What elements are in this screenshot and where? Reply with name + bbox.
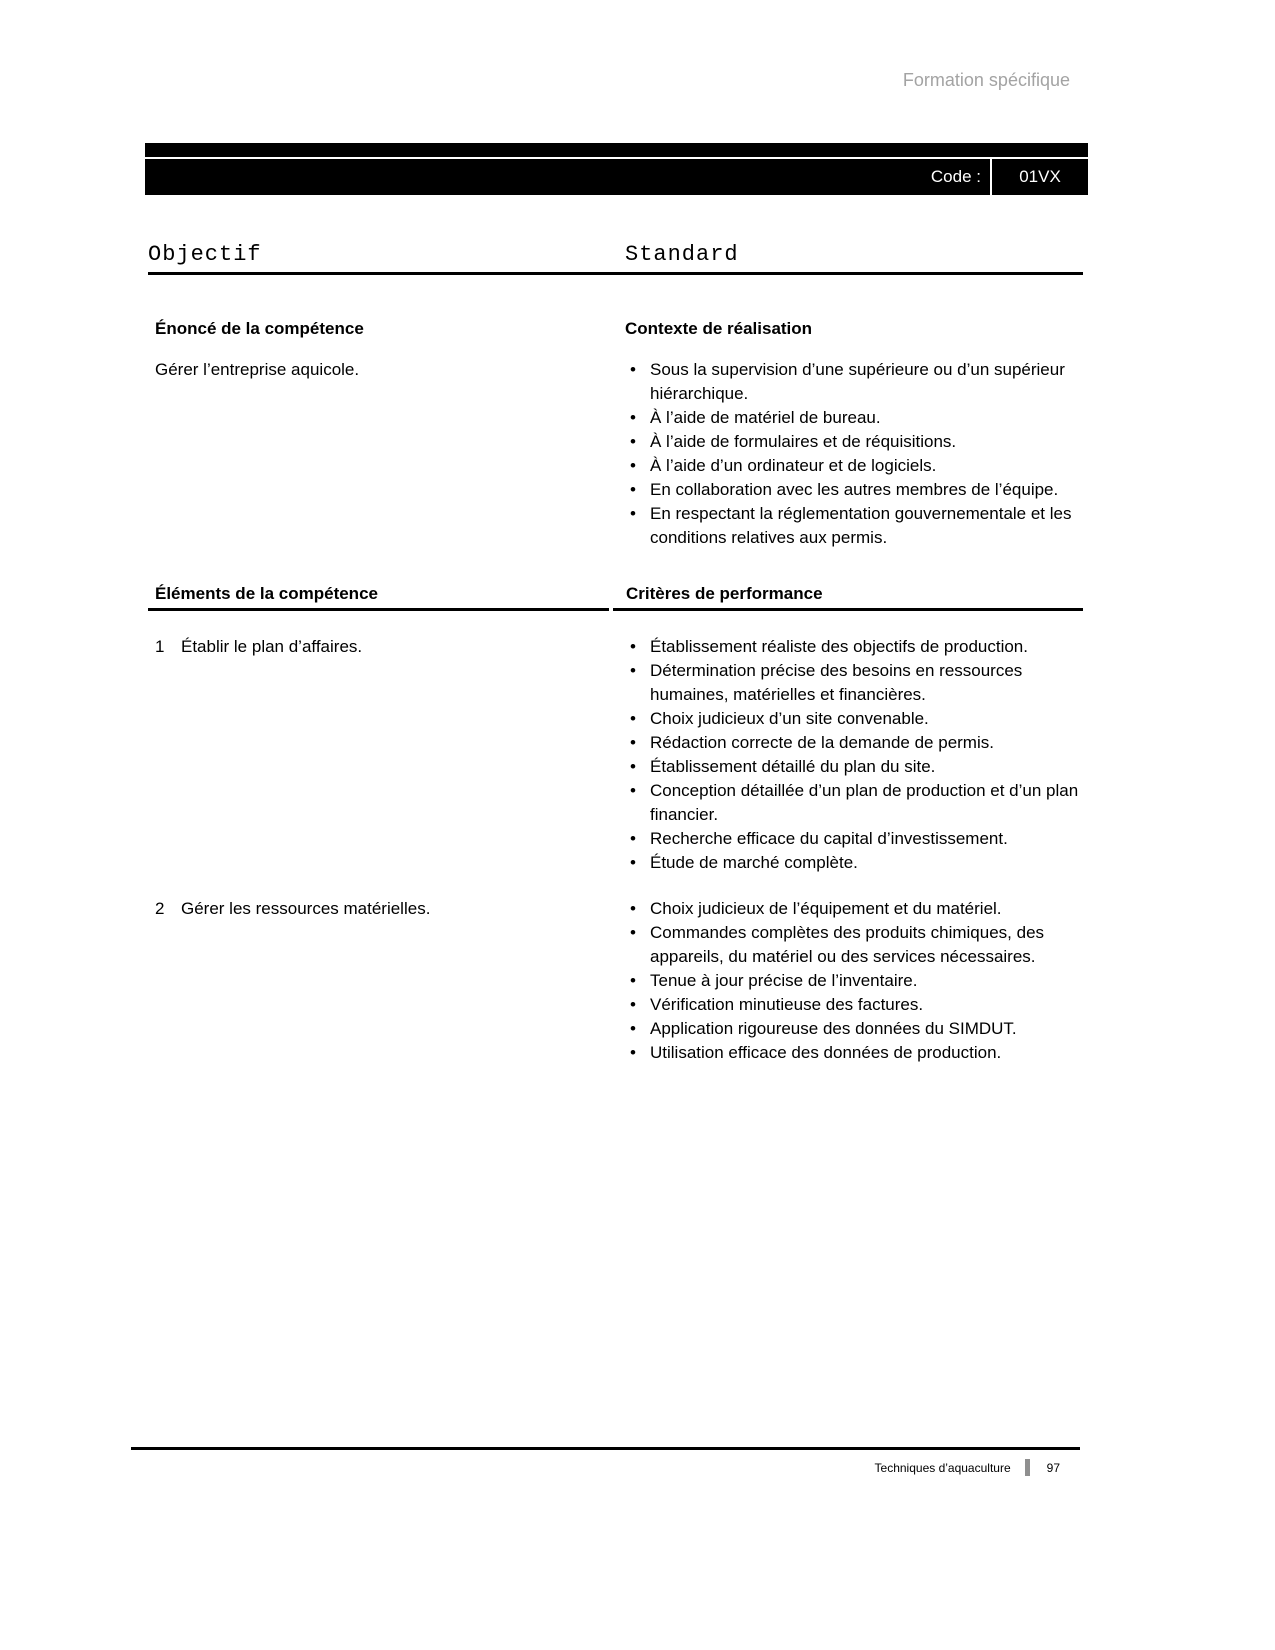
bullet-item: • Établissement réaliste des objectifs de production. <box>625 635 1083 659</box>
code-bar-row <box>145 159 1088 195</box>
element-item-2 <box>148 897 1083 1065</box>
standard-header: Standard <box>625 242 739 267</box>
bullet-item: • Choix judicieux d’un site convenable. <box>625 707 1083 731</box>
competence-body-row <box>148 358 1083 550</box>
bullet-item: • Commandes complètes des produits chimiques, des appareils, du matériel ou des services nécessaires. <box>625 921 1083 969</box>
bullet-item: • Choix judicieux de l’équipement et du matériel. <box>625 897 1083 921</box>
footer-divider-bar <box>1025 1459 1030 1476</box>
footer-program-label: Techniques d’aquaculture <box>874 1460 1011 1475</box>
bullet-item: • Sous la supervision d’une supérieure ou d’un supérieur hiérarchique. <box>625 358 1083 406</box>
page-footer <box>148 1459 1060 1476</box>
bullet-item: • Conception détaillée d’un plan de production et d’un plan financier. <box>625 779 1083 827</box>
item-number: 1 <box>155 637 165 656</box>
criteria-bullet-list <box>625 635 1083 875</box>
bullet-item: • Recherche efficace du capital d’investissement. <box>625 827 1083 851</box>
bullet-item: • À l’aide d’un ordinateur et de logiciels. <box>625 454 1083 478</box>
page-number: 97 <box>1046 1460 1060 1475</box>
bullet-item: • Détermination précise des besoins en ressources humaines, matérielles et financières. <box>625 659 1083 707</box>
footer-rule <box>131 1447 1080 1450</box>
bullet-item: • Vérification minutieuse des factures. <box>625 993 1083 1017</box>
objective-header: Objectif <box>148 242 262 267</box>
elements-header-row <box>148 582 1083 611</box>
item-label: Établir le plan d’affaires. <box>181 637 363 656</box>
bullet-item: • Tenue à jour précise de l’inventaire. <box>625 969 1083 993</box>
criteria-bullet-list <box>625 897 1083 1065</box>
item-number: 2 <box>155 899 165 918</box>
context-bullet-list <box>625 358 1083 550</box>
element-item-1 <box>148 635 1083 875</box>
bullet-item: • En respectant la réglementation gouvernementale et les conditions relatives aux permis. <box>625 502 1083 550</box>
competence-statement: Gérer l’entreprise aquicole. <box>155 360 360 379</box>
bullet-item: • À l’aide de formulaires et de réquisitions. <box>625 430 1083 454</box>
code-bar-top-rule <box>145 143 1088 159</box>
elements-title: Éléments de la compétence <box>148 582 609 611</box>
code-bar <box>145 143 1088 195</box>
item-label: Gérer les ressources matérielles. <box>181 899 431 918</box>
bullet-item: • Rédaction correcte de la demande de permis. <box>625 731 1083 755</box>
running-header: Formation spécifique <box>902 70 1070 90</box>
competence-statement-title: Énoncé de la compétence <box>155 319 364 338</box>
objective-standard-header <box>148 242 1083 275</box>
main-content <box>148 242 1083 1065</box>
criteria-title: Critères de performance <box>613 582 1083 611</box>
code-label: Code : <box>930 167 981 186</box>
bullet-item: • À l’aide de matériel de bureau. <box>625 406 1083 430</box>
context-title: Contexte de réalisation <box>625 319 813 338</box>
bullet-item: • Étude de marché complète. <box>625 851 1083 875</box>
bullet-item: • Utilisation efficace des données de production. <box>625 1041 1083 1065</box>
bullet-item: • Établissement détaillé du plan du site. <box>625 755 1083 779</box>
bullet-item: • En collaboration avec les autres membres de l’équipe. <box>625 478 1083 502</box>
competence-titles-row <box>148 317 1083 341</box>
bullet-item: • Application rigoureuse des données du SIMDUT. <box>625 1017 1083 1041</box>
code-value: 01VX <box>1019 167 1061 186</box>
